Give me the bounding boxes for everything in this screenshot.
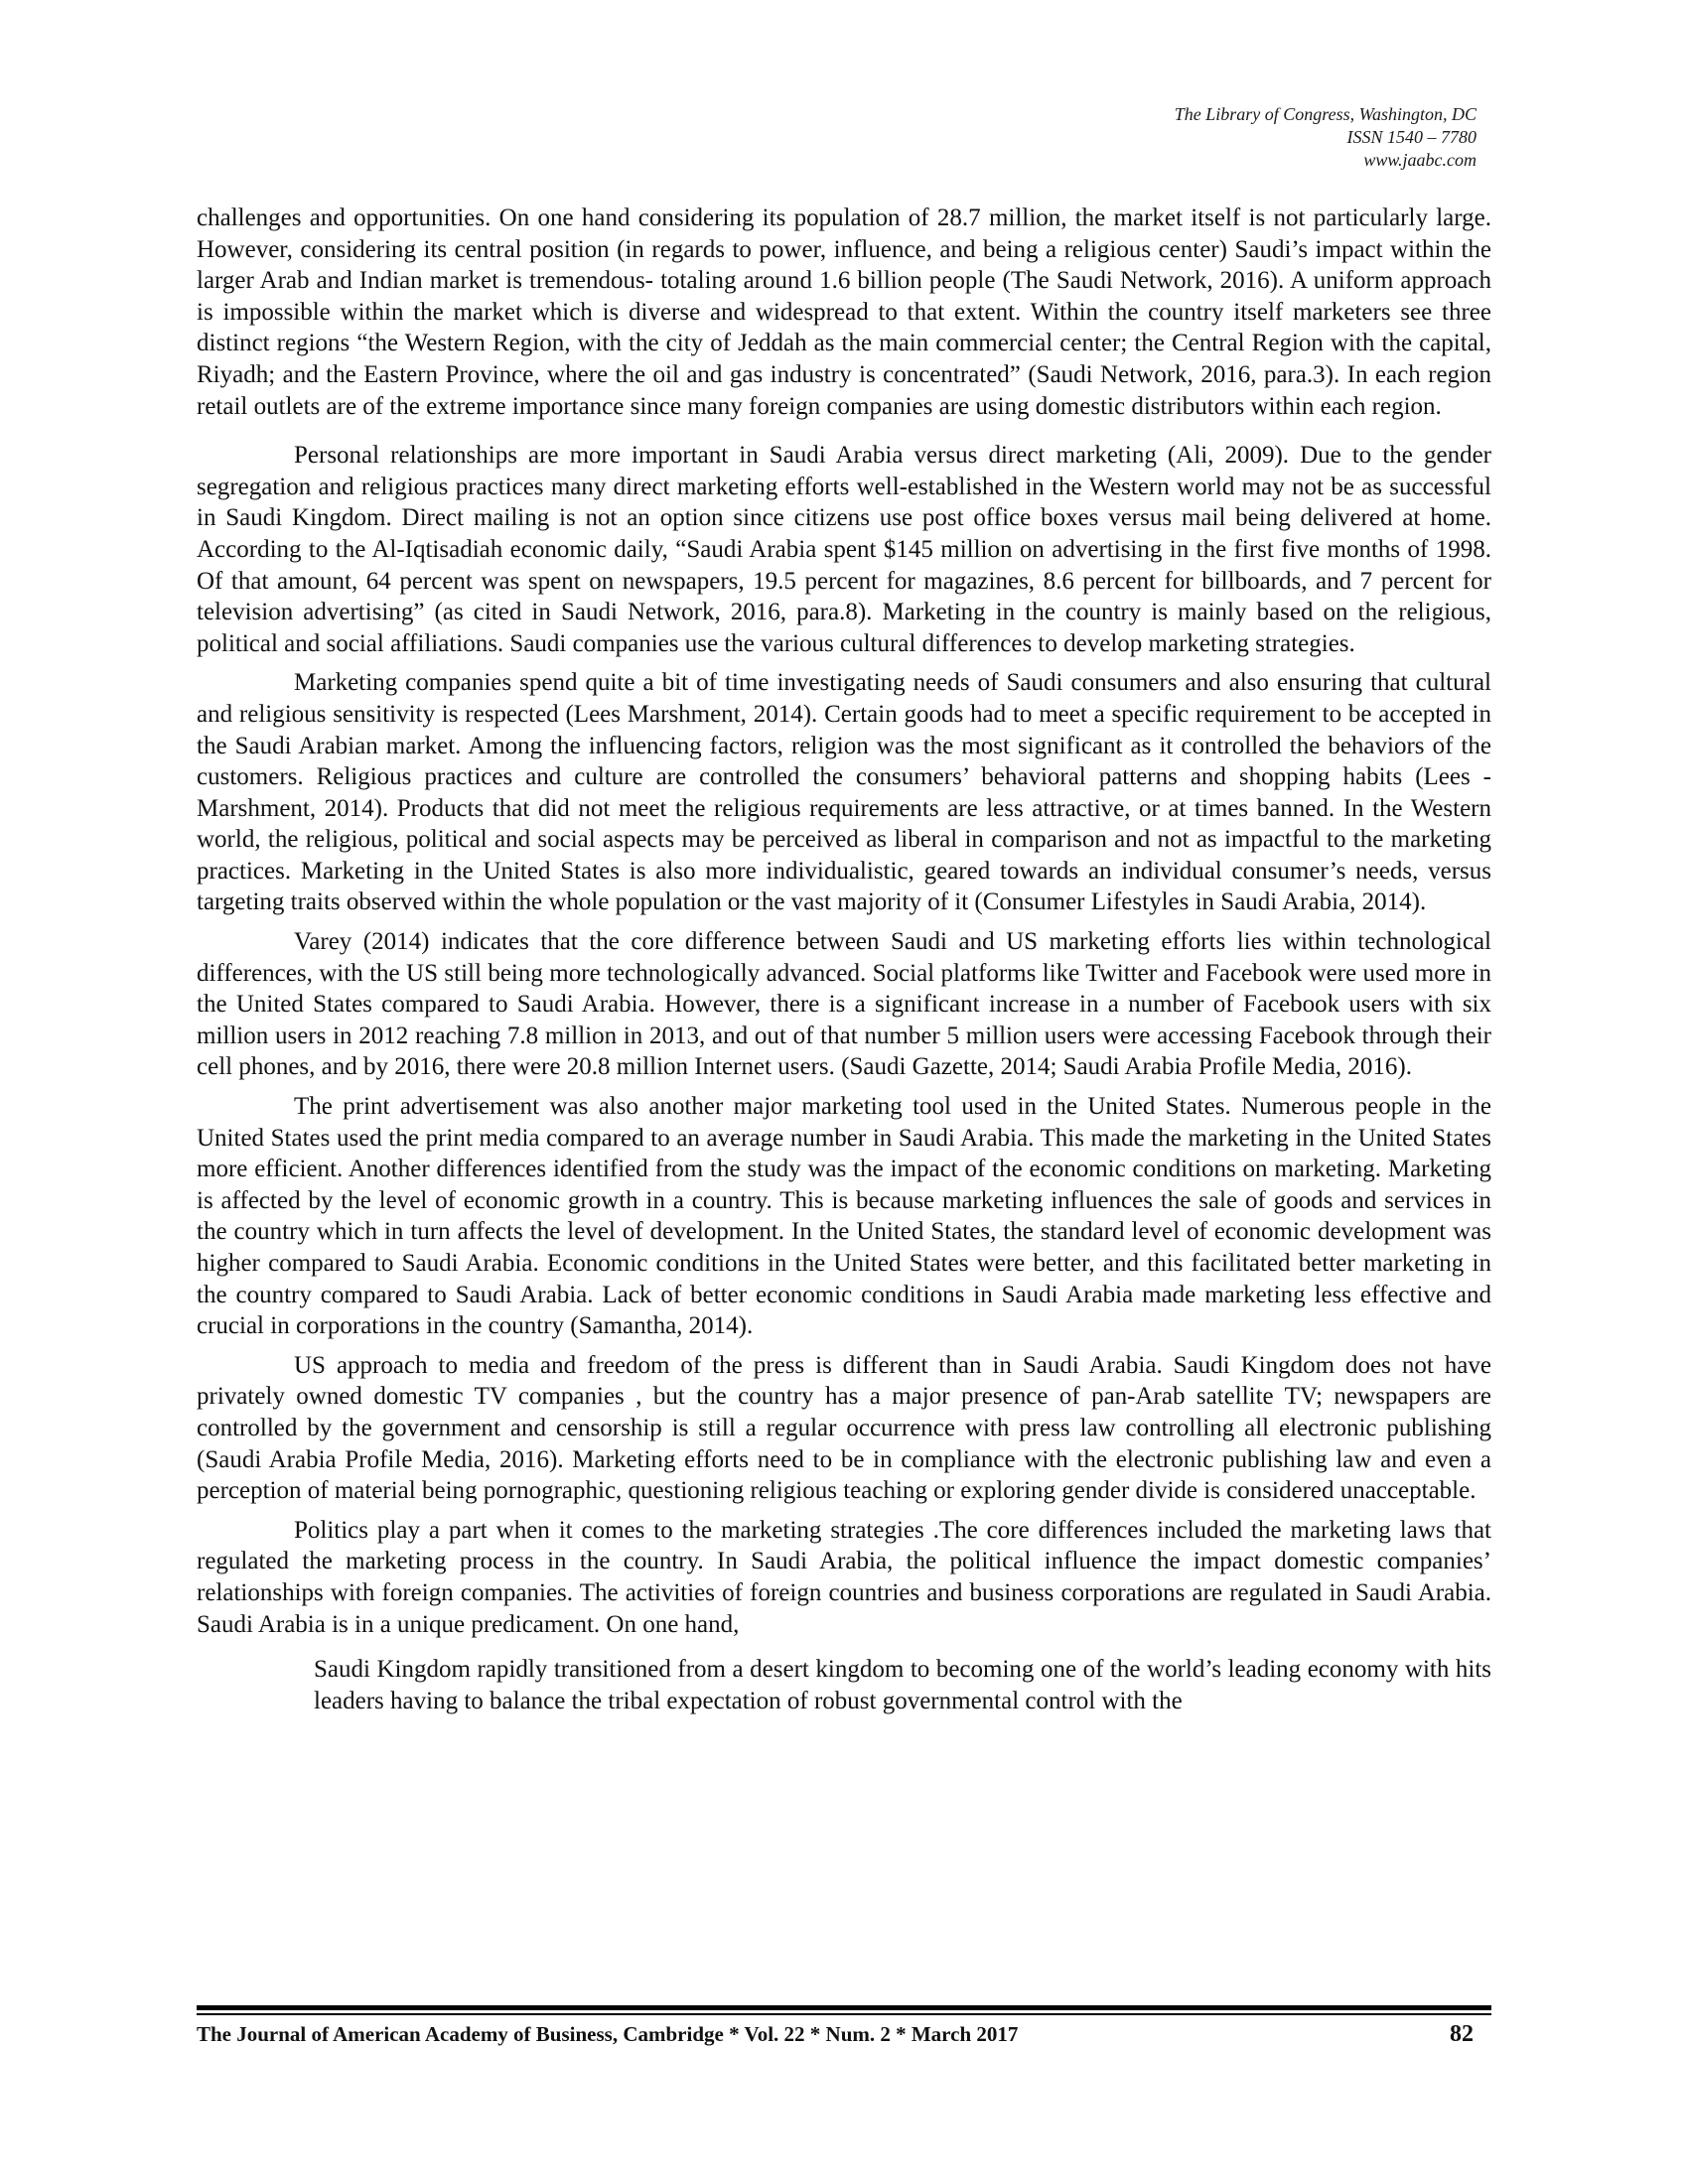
footer-divider <box>197 2005 1491 2015</box>
footer-journal-citation: The Journal of American Academy of Business, Cambridge * Vol. 22 * Num. 2 * March 2017 <box>197 2022 1019 2046</box>
paragraph-politics: Politics play a part when it comes to the marketing strategies .The core differences included the marketing laws that regulated the marketing process in the country. In Saudi Arabia, the political influence the impact domestic companies’ relationships with foreign companies. The activities of foreign countries and business corporations are regulated in Saudi Arabia. Saudi Arabia is in a unique predicament. On one hand, <box>197 1516 1491 1638</box>
paragraph-media-freedom: US approach to media and freedom of the press is different than in Saudi Arabia. Saudi Kingdom does not have privately owned domestic TV companies , but the country has a major presence of pan-Arab satellite TV; newspapers are controlled by the government and censorship is still a regular occurrence with press law controlling all electronic publishing (Saudi Arabia Profile Media, 2016). Marketing efforts need to be in compliance with the electronic publishing law and even a perception of material being pornographic, questioning religious teaching or exploring gender divide is considered unacceptable. <box>197 1351 1491 1505</box>
header-issn: ISSN 1540 – 7780 <box>1346 127 1477 147</box>
header-website[interactable]: www.jaabc.com <box>1363 150 1477 170</box>
paragraph-marketing-companies: Marketing companies spend quite a bit of time investigating needs of Saudi consumers and also ensuring that cultural and religious sensitivity is respected (Lees Marshment, 2014). Certain goods had to meet a specific requirement to be accepted in the Saudi Arabian market. Among the influencing factors, religion was the most significant as it controlled the behaviors of the customers. Religious practices and culture are controlled the consumers’ behavioral patterns and shopping habits (Lees -Marshment, 2014). Products that did not meet the religious requirements are less attractive, or at times banned. In the Western world, the religious, political and social aspects may be perceived as liberal in comparison and not as impactful to the marketing practices. Marketing in the United States is also more individualistic, geared towards an individual consumer’s needs, versus targeting traits observed within the whole population or the vast majority of it (Consumer Lifestyles in Saudi Arabia, 2014). <box>197 669 1491 916</box>
header-publisher: The Library of Congress, Washington, DC <box>1174 104 1477 124</box>
page-number: 82 <box>1450 2021 1474 2047</box>
block-quote: Saudi Kingdom rapidly transitioned from a desert kingdom to becoming one of the world’s leading economy with hits leaders having to balance the tribal expectation of robust governmental control with the <box>314 1656 1491 1714</box>
footer-rule-thick <box>197 2005 1491 2010</box>
paragraph-personal-relationships: Personal relationships are more important in Saudi Arabia versus direct marketing (Ali, 2009). Due to the gender segregation and religious practices many direct marketing efforts well-established in the Western world may not be as successful in Saudi Kingdom. Direct mailing is not an option since citizens use post office boxes versus mail being delivered at home. According to the Al-Iqtisadiah economic daily, “Saudi Arabia spent $145 million on advertising in the first five months of 1998. Of that amount, 64 percent was spent on newspapers, 19.5 percent for magazines, 8.6 percent for billboards, and 7 percent for television advertising” (as cited in Saudi Network, 2016, para.8). Marketing in the country is mainly based on the religious, political and social affiliations. Saudi companies use the various cultural differences to develop marketing strategies. <box>197 442 1491 657</box>
article-body <box>197 203 1491 1716</box>
paragraph-continued: challenges and opportunities. On one hand considering its population of 28.7 million, the market itself is not particularly large. However, considering its central position (in regards to power, influence, and being a religious center) Saudi’s impact within the larger Arab and Indian market is tremendous- totaling around 1.6 billion people (The Saudi Network, 2016). A uniform approach is impossible within the market which is diverse and widespread to that extent. Within the country itself marketers see three distinct regions “the Western Region, with the city of Jeddah as the main commercial center; the Central Region with the capital, Riyadh; and the Eastern Province, where the oil and gas industry is concentrated” (Saudi Network, 2016, para.3). In each region retail outlets are of the extreme importance since many foreign companies are using domestic distributors within each region. <box>197 205 1491 420</box>
paragraph-varey: Varey (2014) indicates that the core difference between Saudi and US marketing efforts lies within technological differences, with the US still being more technologically advanced. Social platforms like Twitter and Facebook were used more in the United States compared to Saudi Arabia. However, there is a significant increase in a number of Facebook users with six million users in 2012 reaching 7.8 million in 2013, and out of that number 5 million users were accessing Facebook through their cell phones, and by 2016, there were 20.8 million Internet users. (Saudi Gazette, 2014; Saudi Arabia Profile Media, 2016). <box>197 928 1491 1081</box>
running-header <box>1175 103 1477 172</box>
running-footer <box>197 2021 1491 2047</box>
footer-rule-thin <box>197 2013 1491 2015</box>
paragraph-print-advertisement: The print advertisement was also another major marketing tool used in the United States. Numerous people in the United States used the print media compared to an average number in Saudi Arabia. This made the marketing in the United States more efficient. Another differences identified from the study was the impact of the economic conditions on marketing. Marketing is affected by the level of economic growth in a country. This is because marketing influences the sale of goods and services in the country which in turn affects the level of development. In the United States, the standard level of economic development was higher compared to Saudi Arabia. Economic conditions in the United States were better, and this facilitated better marketing in the country compared to Saudi Arabia. Lack of better economic conditions in Saudi Arabia made marketing less effective and crucial in corporations in the country (Samantha, 2014). <box>197 1093 1491 1340</box>
